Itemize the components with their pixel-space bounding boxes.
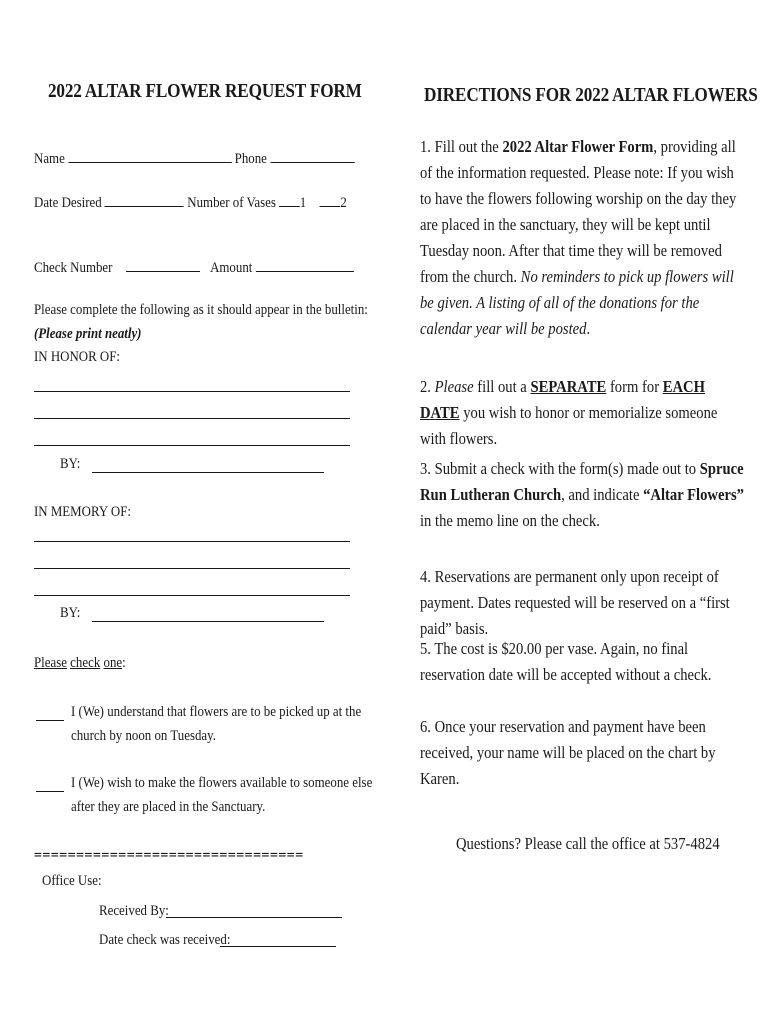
in-memory-heading: IN MEMORY OF: xyxy=(34,504,132,520)
bulletin-instruction: Please complete the following as it should appear in the bulletin: xyxy=(34,302,368,318)
check-one-word-check: check xyxy=(70,655,101,671)
option-1-text-line2: church by noon on Tuesday. xyxy=(71,728,217,744)
name-field[interactable] xyxy=(68,148,231,163)
check-row xyxy=(34,257,354,277)
memory-by-label: BY: xyxy=(60,605,81,621)
vase-option-2: 2 xyxy=(340,195,347,211)
honor-line-2[interactable] xyxy=(34,418,350,419)
date-check-received-field[interactable] xyxy=(220,946,336,947)
direction-3-church-name: Spruce Run Lutheran Church xyxy=(420,459,744,504)
direction-1 xyxy=(420,134,747,342)
option-2-checkbox[interactable] xyxy=(36,777,64,792)
questions-contact: Questions? Please call the office at 537-4824 xyxy=(456,834,720,853)
direction-1-period: . xyxy=(586,319,591,338)
direction-2-text-e: form for xyxy=(606,377,663,396)
office-use-label: Office Use: xyxy=(42,873,102,889)
check-one-word-one: one xyxy=(103,655,123,671)
direction-5: 5. The cost is $20.00 per vase. Again, no final reservation date will be accepted without a check. xyxy=(420,639,712,684)
direction-2-text-i: you wish to honor or memorialize someone with flowers. xyxy=(420,403,718,448)
honor-line-1[interactable] xyxy=(34,391,350,392)
name-row xyxy=(34,148,354,168)
vase-option-1-blank[interactable] xyxy=(279,192,300,207)
direction-2-please: Please xyxy=(434,377,474,396)
direction-2-number: 2. xyxy=(420,377,435,396)
direction-1-text-a: 1. Fill out the xyxy=(420,137,503,156)
form-title: 2022 ALTAR FLOWER REQUEST FORM xyxy=(48,80,362,102)
direction-4: 4. Reservations are permanent only upon receipt of payment. Dates requested will be reserved on a “first paid” basis. xyxy=(420,567,730,638)
check-number-field[interactable] xyxy=(126,257,200,272)
received-by-label: Received By: xyxy=(99,903,169,919)
direction-3-text-a: 3. Submit a check with the form(s) made out to xyxy=(420,459,700,478)
honor-by-label: BY: xyxy=(60,456,81,472)
check-one-heading xyxy=(34,655,126,672)
amount-field[interactable] xyxy=(256,257,354,272)
honor-line-3[interactable] xyxy=(34,445,350,446)
date-row xyxy=(34,192,347,212)
direction-2-text-c: fill out a xyxy=(473,377,531,396)
phone-field[interactable] xyxy=(270,148,354,163)
phone-label: Phone xyxy=(234,151,267,167)
vases-label: Number of Vases xyxy=(187,195,276,211)
received-by-field[interactable] xyxy=(166,917,342,918)
date-check-received-label: Date check was received: xyxy=(99,932,231,948)
option-1-checkbox[interactable] xyxy=(36,706,64,721)
direction-6: 6. Once your reservation and payment have been received, your name will be placed on the chart by Karen. xyxy=(420,717,716,788)
vase-option-2-blank[interactable] xyxy=(320,192,341,207)
check-number-label: Check Number xyxy=(34,260,113,276)
memory-line-1[interactable] xyxy=(34,541,350,542)
in-honor-heading: IN HONOR OF: xyxy=(34,349,121,365)
honor-by-field[interactable] xyxy=(92,472,324,473)
option-2-text-line2: after they are placed in the Sanctuary. xyxy=(71,799,266,815)
date-desired-label: Date Desired xyxy=(34,195,102,211)
separator-line: ================================ xyxy=(34,848,304,863)
direction-2-separate: SEPARATE xyxy=(530,377,607,396)
direction-3-text-e: in the memo line on the check. xyxy=(420,511,600,530)
date-desired-field[interactable] xyxy=(105,192,184,207)
direction-1-form-name: 2022 Altar Flower Form xyxy=(502,137,654,156)
print-neatly-note: (Please print neatly) xyxy=(34,326,142,342)
direction-1-text-c: , providing all of the information requested. Please note: If you wish to have the flowers following worship on the day they are placed in the sanctuary, they will be kept until Tuesday noon. After that time they will be removed from the church. xyxy=(420,137,737,286)
option-1-text-line1: I (We) understand that flowers are to be picked up at the xyxy=(71,704,362,720)
amount-label: Amount xyxy=(210,260,253,276)
direction-3 xyxy=(420,456,747,534)
option-2-text-line1: I (We) wish to make the flowers available to someone else xyxy=(71,775,373,791)
memory-by-field[interactable] xyxy=(92,621,324,622)
direction-1-italic-note: No reminders to pick up flowers will be given. A listing of all of the donations for the calendar year will be posted xyxy=(420,267,734,338)
name-label: Name xyxy=(34,151,65,167)
direction-2-each: EACH xyxy=(662,377,705,396)
directions-title: DIRECTIONS FOR 2022 ALTAR FLOWERS xyxy=(424,84,758,106)
check-one-word-please: Please xyxy=(34,655,67,671)
check-one-colon: : xyxy=(122,655,126,671)
direction-2 xyxy=(420,374,747,452)
memory-line-2[interactable] xyxy=(34,568,350,569)
vase-option-1: 1 xyxy=(299,195,307,211)
direction-2-date: DATE xyxy=(420,403,460,422)
memory-line-3[interactable] xyxy=(34,595,350,596)
direction-3-memo-text: “Altar Flowers” xyxy=(643,485,744,504)
direction-3-text-c: , and indicate xyxy=(561,485,644,504)
